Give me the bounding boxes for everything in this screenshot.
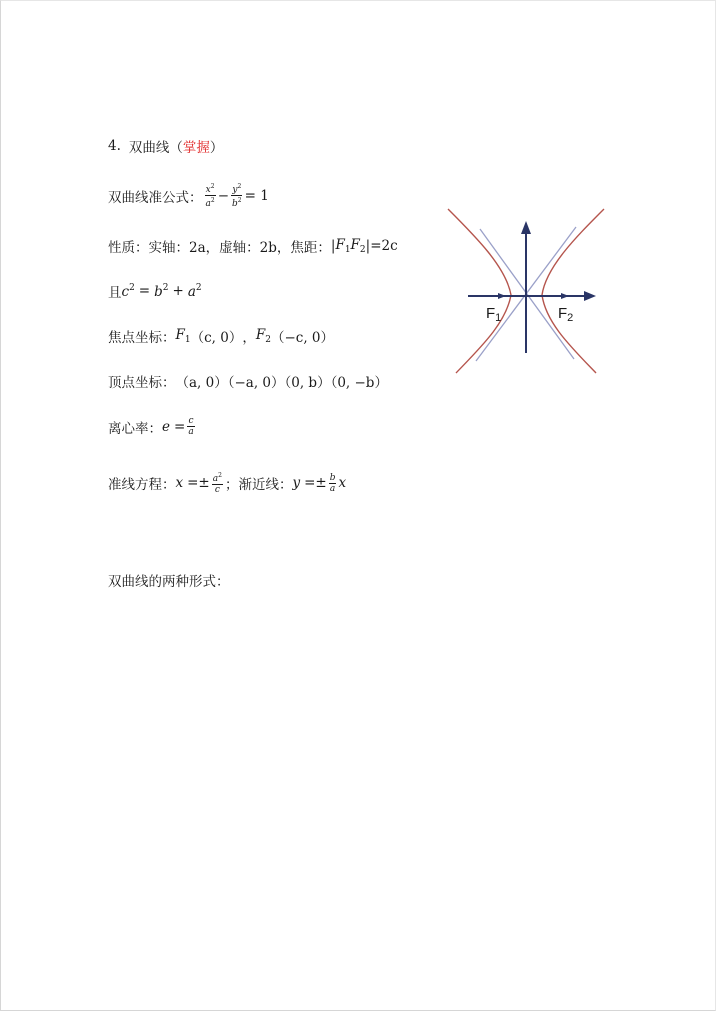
paren-open: （	[169, 140, 183, 156]
x-over-a-fraction: $\frac{x^2}{a^2}$	[205, 183, 215, 209]
foci-line: 焦点坐标： $F_1$ （c, 0） ， $F_2$ （−c, 0）	[108, 327, 334, 346]
focal-distance-value: =2c	[370, 238, 398, 254]
properties-label: 性质：实轴：2a，虚轴：2b，焦距：	[108, 240, 331, 256]
hyperbola-figure	[446, 207, 608, 377]
directrix-line: 准线方程： x =± $\frac{a^2}{c}$ ； 渐近线： y =± $\frac{b}{a}$ x	[108, 472, 347, 495]
directrix-label: 准线方程：	[108, 477, 176, 493]
hyperbola-left-branch	[448, 209, 511, 373]
standard-label: 双曲线准公式：	[108, 189, 203, 206]
section-title: 双曲线	[128, 140, 170, 156]
focus1-coord: （c, 0）	[190, 330, 243, 346]
foci-label: 焦点坐标：	[108, 330, 176, 346]
relation-line: 且 $c^2$ = $b^2$ + $a^2$	[108, 282, 202, 301]
minus-sign: −	[217, 187, 230, 204]
eccentricity-line: 离心率： e = $\frac{c}{a}$	[108, 416, 194, 437]
focal-distance-f1: $F_1$	[335, 237, 351, 255]
focus2-marker	[561, 293, 569, 299]
y-axis-arrow	[521, 221, 531, 234]
section-number: 4.	[108, 138, 121, 154]
eccentricity-fraction: $\frac{c}{a}$	[188, 416, 194, 437]
y-over-b-fraction: $\frac{y^2}{b^2}$	[232, 183, 242, 209]
eccentricity-label: 离心率：	[108, 420, 162, 437]
equals-one: = 1	[244, 187, 269, 204]
vertices-coords: （a, 0）（−a, 0）（0, b）（0, −b）	[175, 375, 388, 391]
vertices-label: 顶点坐标：	[108, 375, 176, 391]
asymptote-fraction: $\frac{b}{a}$	[329, 472, 336, 494]
forms-heading: 双曲线的两种形式：	[108, 574, 230, 590]
standard-equation-line	[108, 182, 269, 209]
section-heading	[108, 136, 223, 156]
properties-line: 性质：实轴：2a，虚轴：2b，焦距： | $F_1$ $F_2$ | =2c	[108, 237, 398, 256]
asymptote-label: 渐近线：	[238, 477, 293, 493]
vertices-line	[108, 371, 388, 391]
focus2-coord: （−c, 0）	[270, 330, 334, 346]
focus2-label: $F_2$	[558, 305, 574, 324]
mastery-tag: 掌握	[182, 140, 210, 156]
focal-distance-f2: $F_2$	[350, 237, 366, 255]
directrix-fraction: $\frac{a^2}{c}$	[212, 472, 222, 495]
focus2-symbol: $F_2$	[255, 327, 271, 345]
x-axis-arrow	[584, 291, 596, 301]
hyperbola-right-branch	[542, 209, 604, 373]
focus1-label: $F_1$	[486, 305, 502, 324]
paren-close: ）	[209, 140, 224, 156]
focus1-symbol: $F_1$	[175, 327, 191, 345]
focus1-marker	[498, 293, 506, 299]
